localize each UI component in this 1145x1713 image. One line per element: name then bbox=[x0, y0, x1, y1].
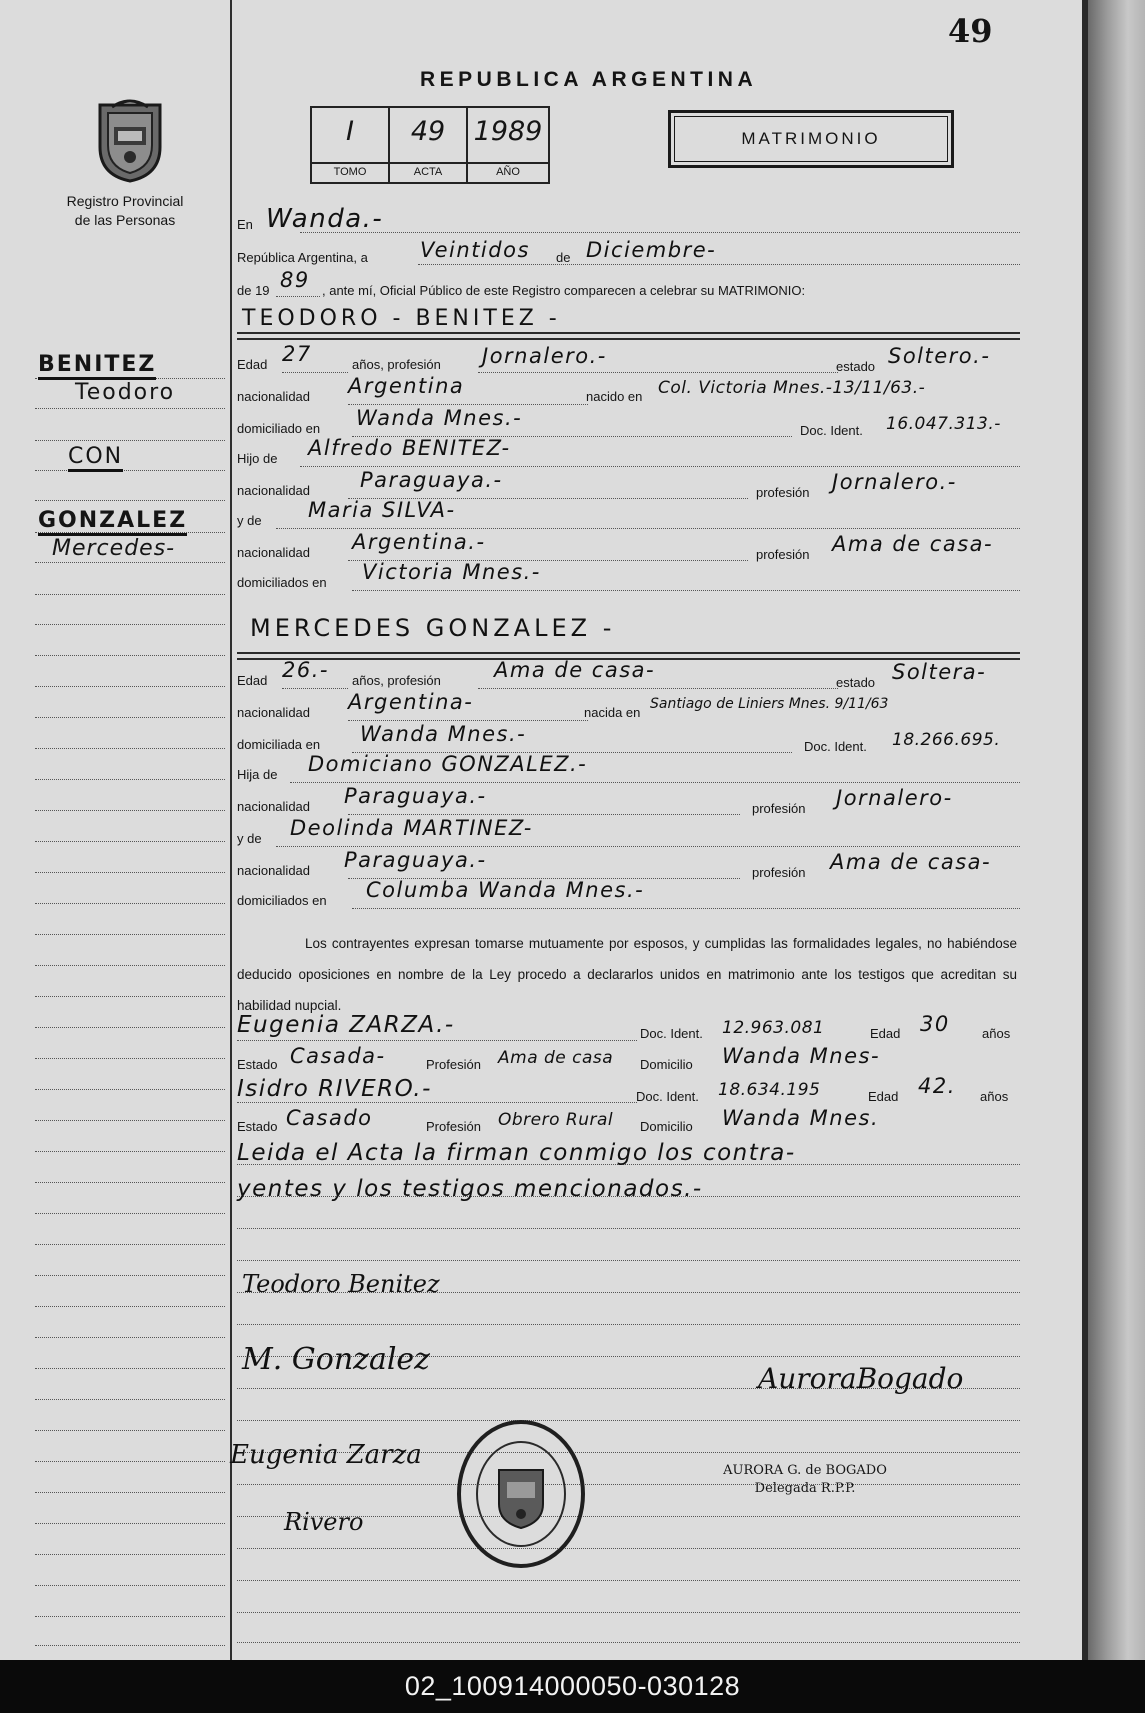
country-heading: REPUBLICA ARGENTINA bbox=[420, 68, 758, 91]
registry-emblem-icon bbox=[90, 95, 170, 188]
act-type-box bbox=[668, 110, 954, 168]
tomo-label: TOMO bbox=[312, 162, 388, 178]
day-value: Veintidos bbox=[420, 238, 530, 262]
witness2-signature: Rivero bbox=[284, 1508, 364, 1536]
groom-nac-label: nacionalidad bbox=[237, 389, 311, 404]
witness1-prof: Ama de casa bbox=[498, 1048, 614, 1068]
bride-padres-dom-label: domiciliados en bbox=[237, 893, 327, 908]
groom-dom-label: domiciliado en bbox=[237, 421, 321, 436]
witness2-doc: 18.634.195 bbox=[718, 1080, 821, 1100]
groom-madre-prof: Ama de casa- bbox=[832, 532, 994, 556]
bride-madre-prof-label: profesión bbox=[752, 865, 806, 880]
bride-doc: 18.266.695. bbox=[892, 730, 1001, 750]
declaration-text bbox=[237, 928, 1017, 1021]
year-suffix: 89 bbox=[280, 268, 310, 292]
groom-padre-prof-label: profesión bbox=[756, 485, 810, 500]
margin-given-2: Mercedes- bbox=[52, 536, 176, 561]
groom-estado: Soltero.- bbox=[888, 344, 991, 368]
bride-estado-label: estado bbox=[836, 675, 876, 690]
groom-padre-label: Hijo de bbox=[237, 451, 278, 466]
groom-madre-nac: Argentina.- bbox=[352, 530, 486, 554]
witness2-estado: Casado bbox=[286, 1106, 373, 1130]
place-value: Wanda.- bbox=[266, 204, 384, 234]
bride-domicilio: Wanda Mnes.- bbox=[360, 722, 527, 746]
witness2-dom: Wanda Mnes. bbox=[722, 1106, 880, 1130]
groom-doc-label: Doc. Ident. bbox=[800, 423, 863, 438]
witness2-prof: Obrero Rural bbox=[498, 1110, 614, 1130]
closing-line-2: yentes y los testigos mencionados.- bbox=[237, 1176, 703, 1202]
groom-edad-label: Edad bbox=[237, 357, 268, 372]
acta-cell bbox=[390, 108, 468, 182]
witness1-dom: Wanda Mnes- bbox=[722, 1044, 881, 1068]
groom-padre-nac-label: nacionalidad bbox=[237, 483, 311, 498]
bride-doc-label: Doc. Ident. bbox=[804, 739, 867, 754]
officer-block bbox=[705, 1462, 905, 1498]
witness1-edad: 30 bbox=[920, 1012, 950, 1036]
bride-madre-label: y de bbox=[237, 831, 262, 846]
witness1-estado-label: Estado bbox=[237, 1057, 278, 1072]
ano-label: AÑO bbox=[468, 162, 548, 178]
witness1-edad-label: Edad bbox=[870, 1026, 901, 1041]
groom-padres-dom: Victoria Mnes.- bbox=[362, 560, 541, 584]
groom-doc: 16.047.313.- bbox=[886, 414, 1001, 434]
margin-con: CON bbox=[68, 444, 123, 472]
witness1-doc: 12.963.081 bbox=[722, 1018, 825, 1038]
registry-name-line2: de las Personas bbox=[74, 212, 176, 228]
bride-padre-label: Hija de bbox=[237, 767, 278, 782]
bride-padre-nac-label: nacionalidad bbox=[237, 799, 311, 814]
groom-name: TEODORO - BENITEZ - bbox=[242, 306, 561, 331]
groom-padre-nac: Paraguaya.- bbox=[360, 468, 503, 492]
groom-anos-label: años, profesión bbox=[352, 357, 441, 372]
bride-nacida: Santiago de Liniers Mnes. 9/11/63 bbox=[650, 696, 889, 712]
groom-nacionalidad: Argentina bbox=[348, 374, 465, 398]
bride-profesion: Ama de casa- bbox=[494, 658, 656, 682]
bride-nacionalidad: Argentina- bbox=[348, 690, 474, 714]
bride-padre-prof-label: profesión bbox=[752, 801, 806, 816]
republica-label: República Argentina, a bbox=[237, 250, 368, 265]
bride-dom-label: domiciliada en bbox=[237, 737, 321, 752]
witness2-estado-label: Estado bbox=[237, 1119, 278, 1134]
witness2-dom-label: Domicilio bbox=[640, 1119, 693, 1134]
acta-value: 49 bbox=[410, 116, 446, 147]
groom-madre: Maria SILVA- bbox=[308, 498, 456, 522]
witness1-name: Eugenia ZARZA.- bbox=[237, 1012, 455, 1038]
groom-nacido: Col. Victoria Mnes.-13/11/63.- bbox=[658, 378, 926, 398]
witness2-doc-label: Doc. Ident. bbox=[636, 1089, 699, 1104]
bride-madre-nac: Paraguaya.- bbox=[344, 848, 487, 872]
witness2-edad-label: Edad bbox=[868, 1089, 899, 1104]
bride-name: MERCEDES GONZALEZ - bbox=[250, 614, 616, 642]
de-label: de bbox=[556, 250, 571, 265]
acta-label: ACTA bbox=[390, 162, 466, 178]
tomo-value: I bbox=[346, 116, 354, 147]
registry-name bbox=[40, 192, 210, 230]
tomo-cell bbox=[312, 108, 390, 182]
registry-name-line1: Registro Provincial bbox=[66, 193, 184, 209]
closing-line-1: Leida el Acta la firman conmigo los contra- bbox=[237, 1140, 796, 1166]
page-number: 49 bbox=[948, 12, 993, 50]
bride-anos-label: años, profesión bbox=[352, 673, 441, 688]
ante-text: , ante mí, Oficial Público de este Registro comparecen a celebrar su MATRIMONIO: bbox=[322, 283, 806, 298]
groom-profesion: Jornalero.- bbox=[482, 344, 607, 368]
declaration-body: Los contrayentes expresan tomarse mutuamente por esposos, y cumplidas las formalidades legales, no habiéndose deducido oposiciones en nombre de la Ley procedo a declararlos unidos en matrimonio ante los testigos que acreditan su habilidad nupcial. bbox=[237, 936, 1017, 1013]
bride-nacida-label: nacida en bbox=[584, 705, 641, 720]
bride-padre: Domiciano GONZALEZ.- bbox=[308, 752, 588, 776]
groom-domicilio: Wanda Mnes.- bbox=[356, 406, 523, 430]
bride-padres-dom: Columba Wanda Mnes.- bbox=[366, 878, 645, 902]
officer-name: AURORA G. de BOGADO bbox=[723, 1463, 887, 1478]
witness1-signature: Eugenia Zarza bbox=[230, 1440, 422, 1470]
witness1-doc-label: Doc. Ident. bbox=[640, 1026, 703, 1041]
groom-signature: Teodoro Benitez bbox=[242, 1270, 440, 1298]
groom-madre-nac-label: nacionalidad bbox=[237, 545, 311, 560]
bride-edad: 26.- bbox=[282, 658, 329, 682]
officer-title: Delegada R.P.P. bbox=[754, 1481, 856, 1496]
witness2-edad: 42. bbox=[918, 1074, 956, 1098]
register-box bbox=[310, 106, 550, 184]
margin-surname-2: GONZALEZ bbox=[38, 508, 187, 536]
witness1-prof-label: Profesión bbox=[426, 1057, 481, 1072]
groom-padre: Alfredo BENITEZ- bbox=[308, 436, 511, 460]
margin-divider bbox=[230, 0, 232, 1660]
groom-estado-label: estado bbox=[836, 359, 876, 374]
witness2-anos-label: años bbox=[980, 1089, 1009, 1104]
bride-madre-prof: Ama de casa- bbox=[830, 850, 992, 874]
margin-surname-1: BENITEZ bbox=[38, 352, 156, 380]
scan-code: 02_100914000050-030128 bbox=[0, 1660, 1145, 1713]
groom-edad: 27 bbox=[282, 342, 312, 366]
groom-nacido-label: nacido en bbox=[586, 389, 643, 404]
officer-signature: AuroraBogado bbox=[758, 1362, 964, 1395]
act-type-label: MATRIMONIO bbox=[674, 116, 948, 162]
witness2-name: Isidro RIVERO.- bbox=[237, 1076, 432, 1102]
registry-seal-icon bbox=[455, 1418, 587, 1575]
month-value: Diciembre- bbox=[586, 238, 717, 262]
bride-padre-nac: Paraguaya.- bbox=[344, 784, 487, 808]
bride-estado: Soltera- bbox=[892, 660, 987, 684]
en-label: En bbox=[237, 217, 253, 232]
year-prefix: de 19 bbox=[237, 283, 270, 298]
bride-madre: Deolinda MARTINEZ- bbox=[290, 816, 533, 840]
witness1-estado: Casada- bbox=[290, 1044, 386, 1068]
margin-given-1: Teodoro bbox=[75, 380, 176, 405]
groom-padre-prof: Jornalero.- bbox=[832, 470, 957, 494]
bride-madre-nac-label: nacionalidad bbox=[237, 863, 311, 878]
witness2-prof-label: Profesión bbox=[426, 1119, 481, 1134]
witness1-anos-label: años bbox=[982, 1026, 1011, 1041]
bride-signature: M. Gonzalez bbox=[242, 1342, 430, 1377]
bride-edad-label: Edad bbox=[237, 673, 268, 688]
witness1-dom-label: Domicilio bbox=[640, 1057, 693, 1072]
bride-nac-label: nacionalidad bbox=[237, 705, 311, 720]
ano-cell bbox=[468, 108, 548, 182]
groom-madre-prof-label: profesión bbox=[756, 547, 810, 562]
ano-value: 1989 bbox=[473, 116, 543, 147]
groom-padres-dom-label: domiciliados en bbox=[237, 575, 327, 590]
book-spine bbox=[1088, 0, 1145, 1660]
bride-padre-prof: Jornalero- bbox=[836, 786, 953, 810]
groom-madre-label: y de bbox=[237, 513, 262, 528]
